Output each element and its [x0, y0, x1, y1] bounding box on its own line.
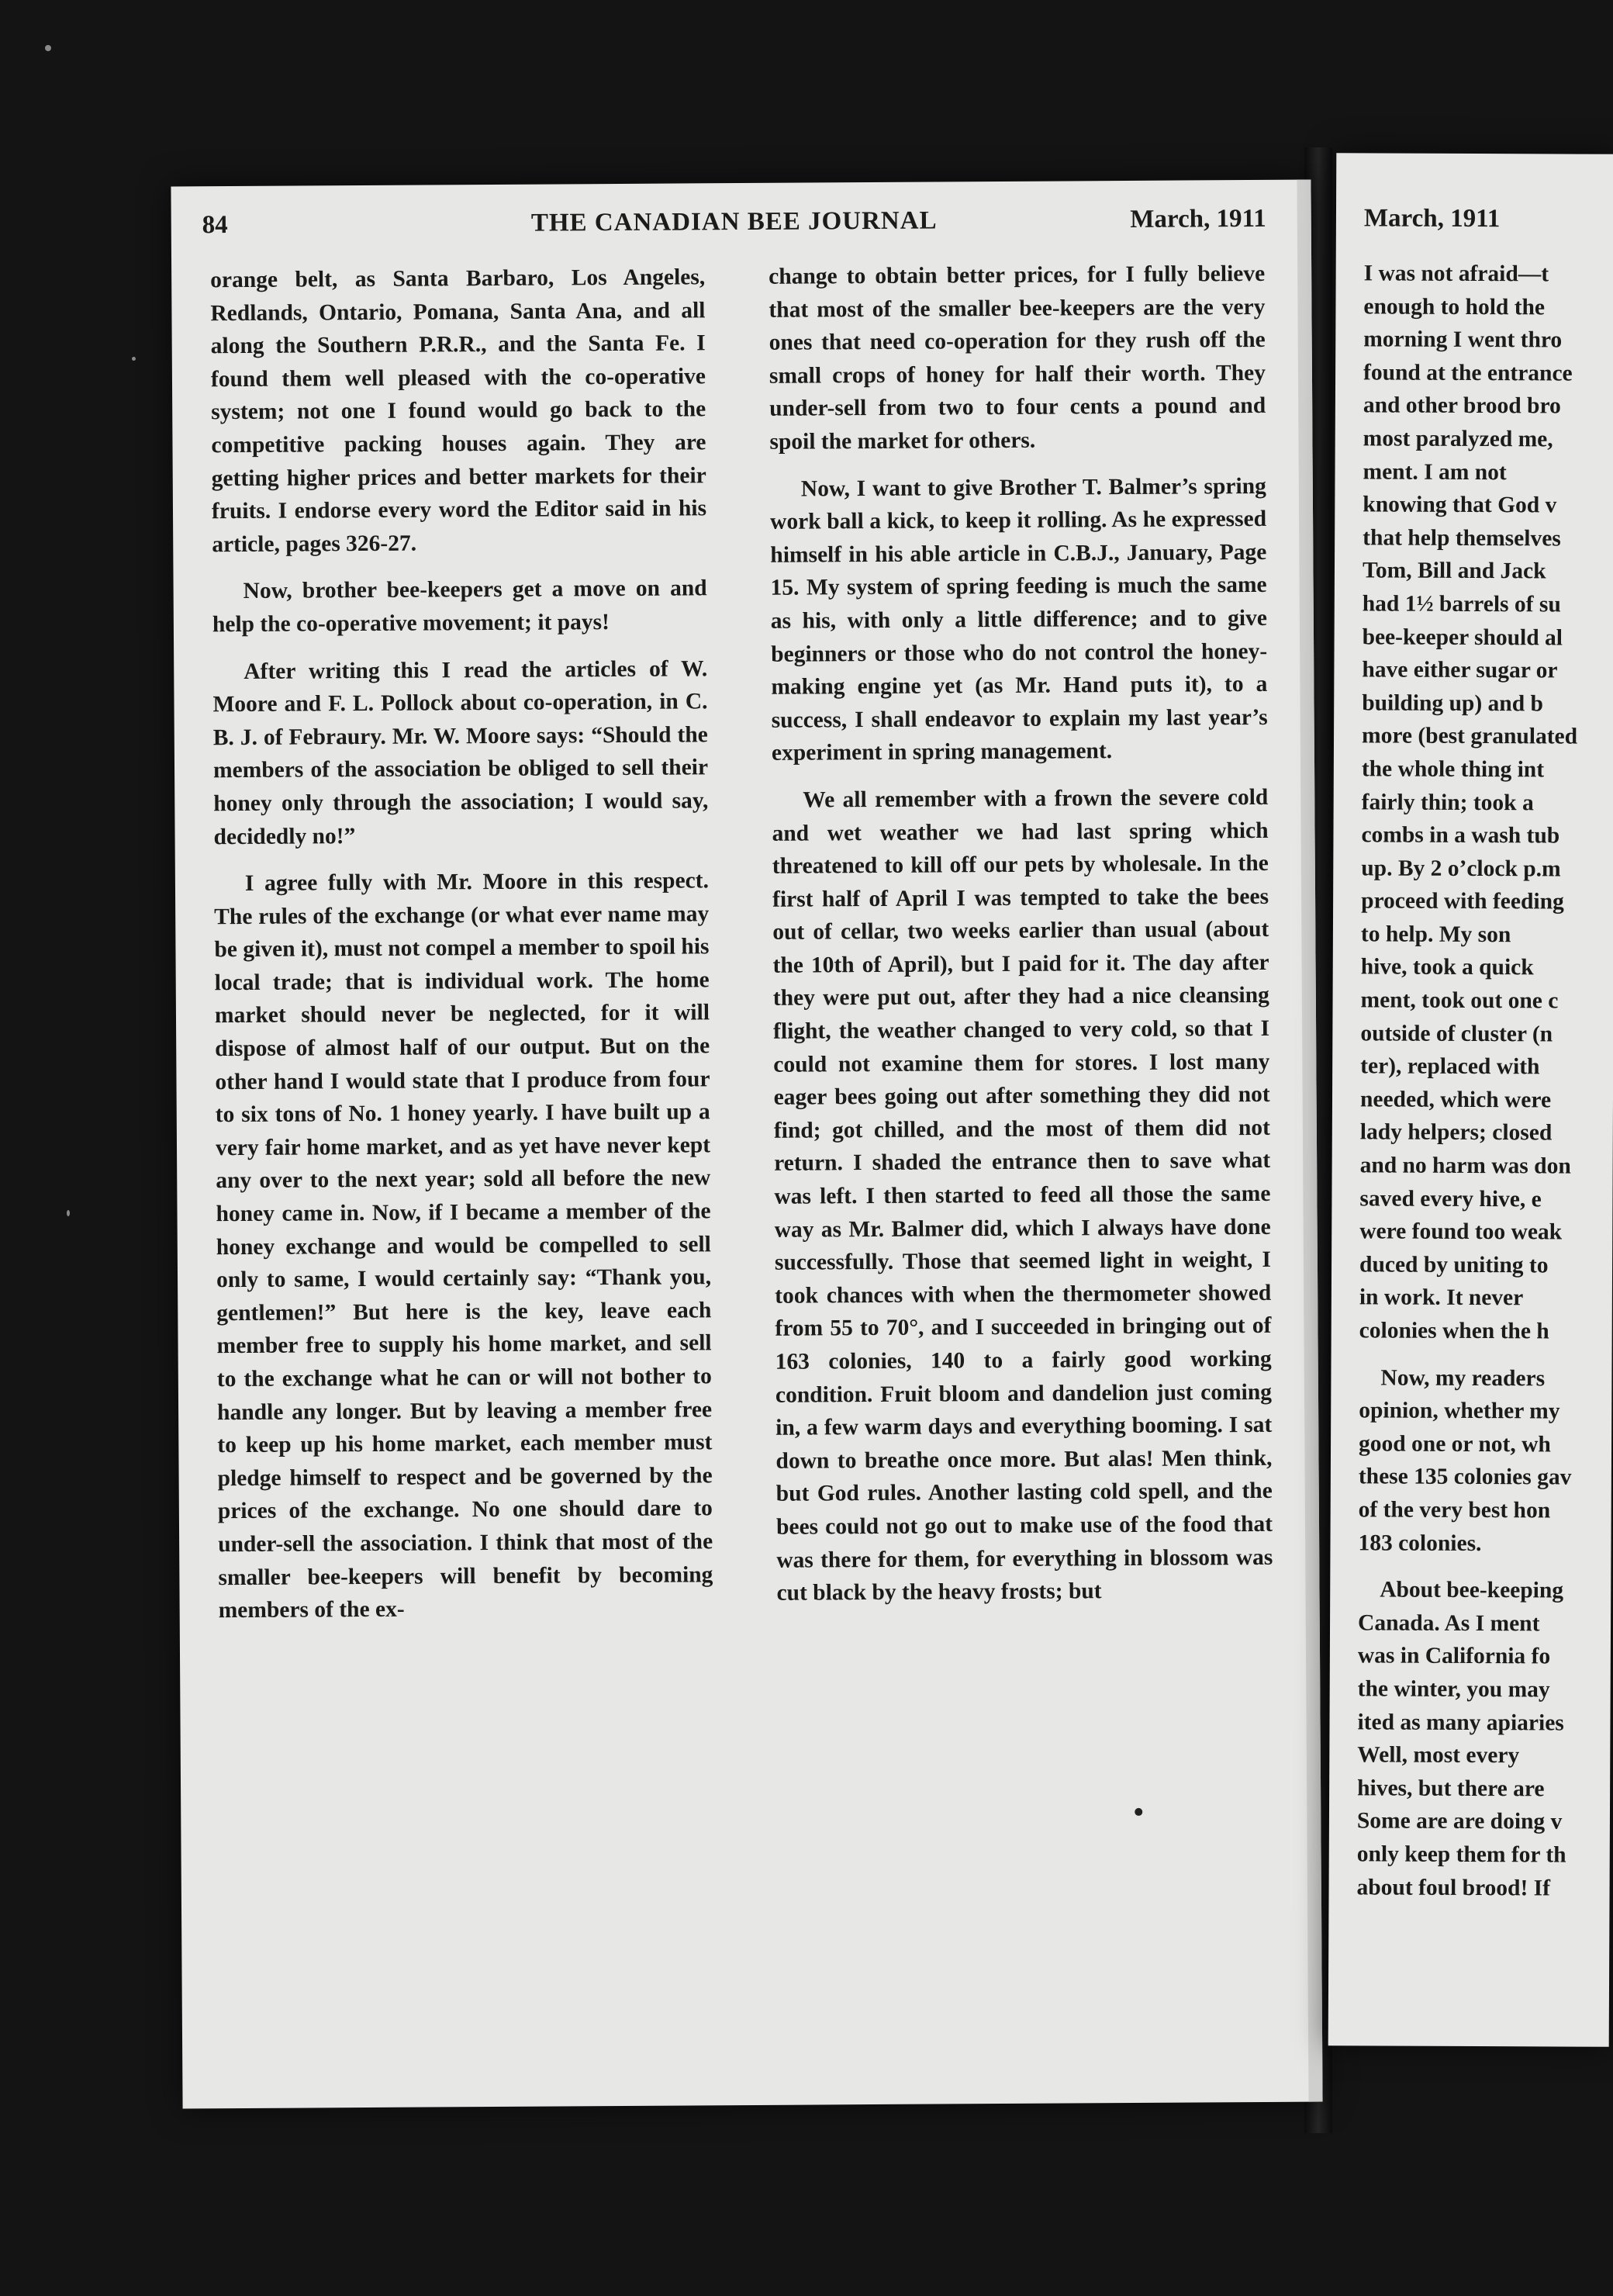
text-line: colonies when the h	[1359, 1318, 1549, 1344]
left-page	[171, 180, 1322, 2109]
text-line: needed, which were	[1359, 1087, 1552, 1113]
text-line: bee-keeper should al	[1362, 624, 1563, 651]
paragraph	[1358, 1361, 1613, 1561]
paragraph: Now, brother bee-keepers get a move on and help the co-operative movement; it pays!	[212, 576, 707, 638]
text-line: Well, most every	[1357, 1742, 1520, 1769]
text-line: and no harm was don	[1359, 1153, 1571, 1179]
text-line: fairly thin; took a	[1361, 789, 1534, 815]
text-column-2	[769, 258, 1273, 1624]
right-page	[1328, 153, 1613, 2047]
text-line: had 1½ barrels of su	[1362, 591, 1561, 617]
journal-title: THE CANADIAN BEE JOURNAL	[530, 206, 938, 237]
text-line: I was not afraid—t	[1363, 261, 1549, 287]
text-line: building up) and b	[1362, 690, 1544, 717]
text-line: Canada. As I ment	[1357, 1610, 1540, 1637]
text-line: 183 colonies.	[1358, 1530, 1482, 1556]
text-line: most paralyzed me,	[1363, 426, 1553, 452]
text-line: saved every hive, e	[1359, 1185, 1542, 1212]
text-line: ited as many apiaries	[1357, 1709, 1564, 1736]
text-line: found at the entrance	[1363, 360, 1573, 386]
text-line: opinion, whether my	[1359, 1398, 1560, 1424]
paragraph: We all remember with a frown the severe cold and wet weather we had last spring which threatened to kill off our pets by wholesale. In the first half of April I was tempted to take the bees out of cellar, two weeks earlier than usual (about the 10th of April), but I paid for it. The day after they were put out, after they had a nice cleansing flight, the weather changed to very cold, so that I could not examine them for stores. I lost many eager bees going out after something they did not find; got chilled, and the most of them did not return. I shaded the entrance then to save what was left. I then started to feed all those the same way as Mr. Balmer did, which I always have done successfully. Those that seemed light in weight, I took chances with when the thermometer showed from 55 to 70°, and I succeeded in bringing out of 163 colonies, 140 to a fairly good working condition. Fruit bloom and dandelion just coming in, a few warm days and everything booming. I sat down to breathe once more. But alas! Men think, but God rules. Another lasting cold spell, and the bees could not go out to make use of the food that was there for them, for everything in blossom was cut black by the heavy frosts; but	[772, 784, 1273, 1606]
text-line: have either sugar or	[1362, 657, 1558, 683]
paragraph: I agree fully with Mr. Moore in this respect. The rules of the exchange (or what ever name may be given it), must not compel a member to spoil his local trade; that is individual work. The home market should never be neglected, for it will dispose of almost half of our output. But on the other hand I would state that I produce from four to six tons of No. 1 honey yearly. I have built up a very fair home market, and as yet have never kept any over to the next year; sold all before the new honey came in. Now, if I became a member of the honey exchange and would be compelled to sell only to same, I would certainly say: “Thank you, gentlemen!” But here is the key, leave each member free to supply his home market, and sell to the exchange what he can or will not bother to handle any longer. But by leaving a member free to keep up his home market, each member must pledge himself to respect and be governed by the prices of the exchange. No one should dare to under-sell the association. I think that most of the smaller bee-keepers will benefit by becoming members of the ex-	[214, 868, 713, 1623]
text-line: about foul brood! If	[1356, 1874, 1551, 1900]
paragraph: Now, I want to give Brother T. Balmer’s spring work ball a kick, to keep it rolling. As he expressed himself in his able article in C.B.J., January, Page 15. My system of spring feeding is much the same as his, with only a little difference; and to give beginners or those who do not control the honey-making engine yet (as Mr. Hand puts it), to a success, I shall endeavor to explain my last year’s experiment in spring management.	[770, 473, 1268, 766]
text-line: proceed with feeding	[1361, 888, 1564, 915]
text-line: to help. My son	[1360, 922, 1511, 948]
text-line: lady helpers; closed	[1359, 1119, 1553, 1146]
text-line: were found too weak	[1359, 1219, 1563, 1245]
text-line: that help themselves	[1363, 525, 1561, 552]
text-line: was in California fo	[1357, 1643, 1551, 1669]
text-line: and other brood bro	[1363, 392, 1561, 419]
paragraph: After writing this I read the articles of W. Moore and F. L. Pollock about co-operation, in C. B. J. of Febraury. Mr. W. Moore says: “Should the members of the association be obliged to sell their honey only through the association; I would say, decidedly no!”	[212, 655, 709, 849]
text-line: hives, but there are	[1357, 1776, 1545, 1802]
issue-date: March, 1911	[1363, 204, 1501, 233]
text-line: these 135 colonies gav	[1358, 1464, 1572, 1490]
dust-speck	[45, 45, 51, 51]
text-line: more (best granulated	[1361, 723, 1578, 749]
text-line: only keep them for th	[1356, 1841, 1566, 1868]
text-line: enough to hold the	[1363, 293, 1546, 320]
text-column-right	[1356, 257, 1613, 1919]
text-line: Some are are doing v	[1356, 1808, 1563, 1834]
page-number: 84	[202, 211, 228, 240]
issue-date: March, 1911	[1130, 204, 1266, 233]
print-speck	[1135, 1808, 1142, 1816]
paragraph: change to obtain better prices, for I fully believe that most of the smaller bee-keepers are the very ones that need co-operation for they rush off the small crops of honey for half their worth. They under-sell from two to four cents a pound and spoil the market for others.	[769, 261, 1266, 455]
text-column-1	[210, 261, 713, 1641]
text-line: combs in a wash tub	[1361, 822, 1560, 849]
text-line: duced by uniting to	[1359, 1252, 1549, 1278]
text-line: Now, my readers	[1380, 1365, 1546, 1392]
text-line: ter), replaced with	[1360, 1053, 1540, 1080]
text-line: the winter, you may	[1357, 1676, 1550, 1703]
text-line: of the very best hon	[1358, 1497, 1551, 1523]
paragraph: orange belt, as Santa Barbaro, Los Angeles, Redlands, Ontario, Pomana, Santa Ana, and all along the Southern P.R.R., and the Santa Fe. I found them well pleased with the co-operative system; not one I found would go back to the competitive packing houses again. They are getting higher prices and better markets for their fruits. I endorse every word the Editor said in his article, pages 326-27.	[210, 265, 707, 557]
text-line: good one or not, wh	[1358, 1431, 1551, 1457]
dust-speck	[132, 357, 136, 361]
text-line: morning I went thro	[1363, 327, 1563, 353]
text-line: outside of cluster (n	[1360, 1021, 1553, 1047]
text-line: hive, took a quick	[1360, 954, 1534, 980]
text-line: in work. It never	[1359, 1285, 1524, 1311]
text-line: About bee-keeping	[1380, 1577, 1564, 1603]
text-line: Tom, Bill and Jack	[1362, 558, 1546, 584]
running-header	[202, 195, 1266, 248]
text-line: up. By 2 o’clock p.m	[1361, 856, 1561, 882]
paragraph	[1356, 1574, 1613, 1905]
text-line: the whole thing int	[1361, 756, 1545, 783]
text-line: knowing that God v	[1363, 492, 1557, 518]
text-line: ment. I am not	[1363, 458, 1507, 485]
dust-speck	[67, 1210, 70, 1216]
text-line: ment, took out one c	[1360, 987, 1559, 1014]
paragraph	[1359, 257, 1613, 1348]
